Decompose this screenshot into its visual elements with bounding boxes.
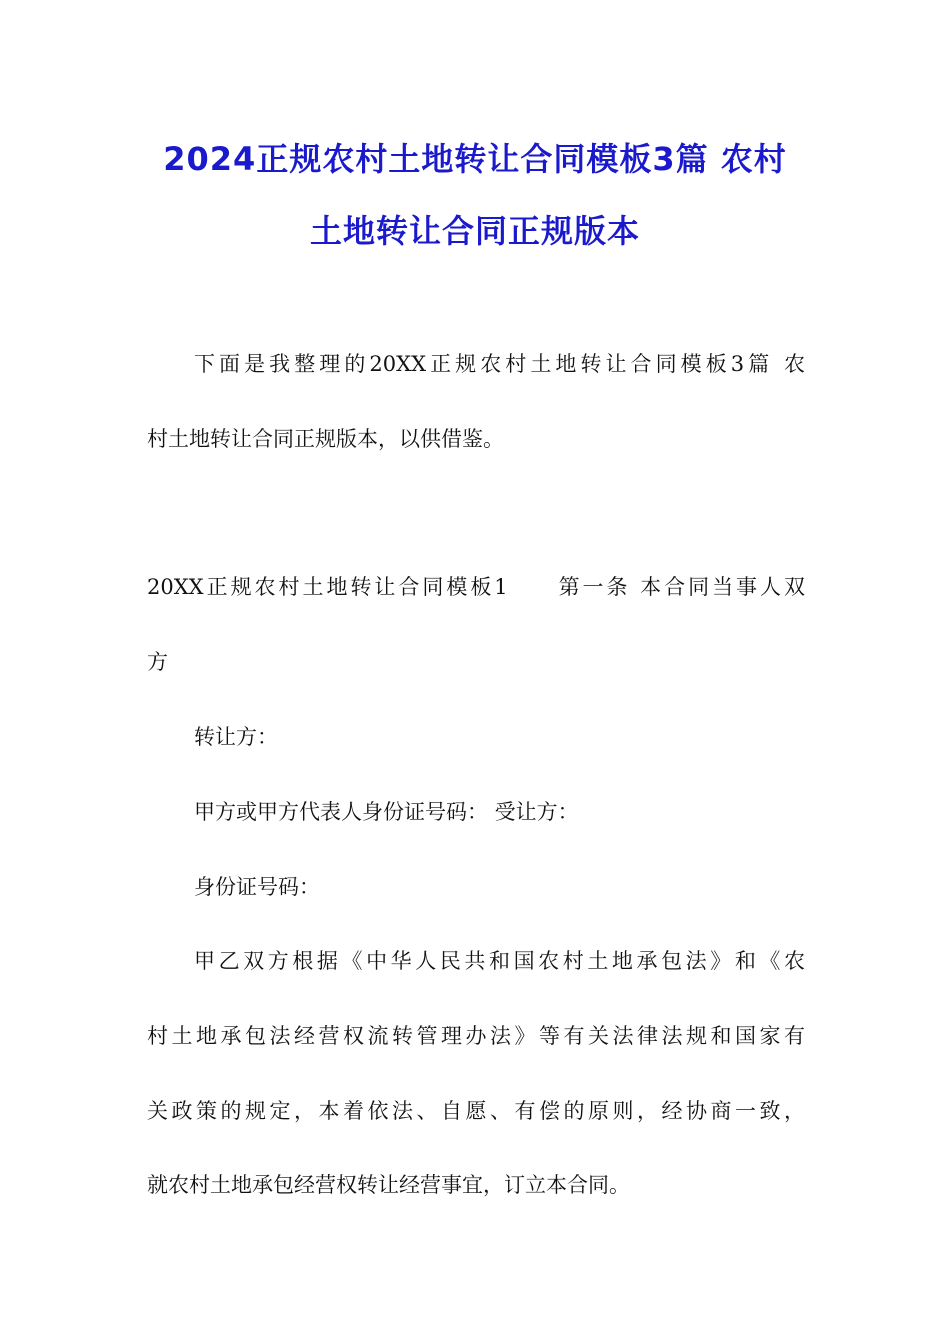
id-number-label: 身份证号码： [194,875,320,899]
transferor-label: 转让方： [194,725,278,749]
paragraph-line-3: 关政策的规定，本着依法、自愿、有偿的原则，经协商一致， [147,1099,805,1123]
document-title-line-2: 土地转让合同正规版本 [309,212,640,250]
section-heading-line-1: 20XX正规农村土地转让合同模板1 第一条 本合同当事人双 [147,575,805,599]
paragraph-line-2: 村土地承包法经营权流转管理办法》等有关法律法规和国家有 [147,1024,805,1048]
document-title-line-1: 2024正规农村土地转让合同模板3篇 农村 [163,140,787,178]
intro-line-1: 下面是我整理的20XX正规农村土地转让合同模板3篇 农 [194,352,805,376]
section-heading-line-2: 方 [147,650,168,674]
intro-line-2: 村土地转让合同正规版本，以供借鉴。 [147,427,504,451]
party-a-id-label: 甲方或甲方代表人身份证号码： 受让方： [194,800,579,824]
paragraph-line-1: 甲乙双方根据《中华人民共和国农村土地承包法》和《农 [194,949,805,973]
paragraph-line-4: 就农村土地承包经营权转让经营事宜，订立本合同。 [147,1173,630,1197]
